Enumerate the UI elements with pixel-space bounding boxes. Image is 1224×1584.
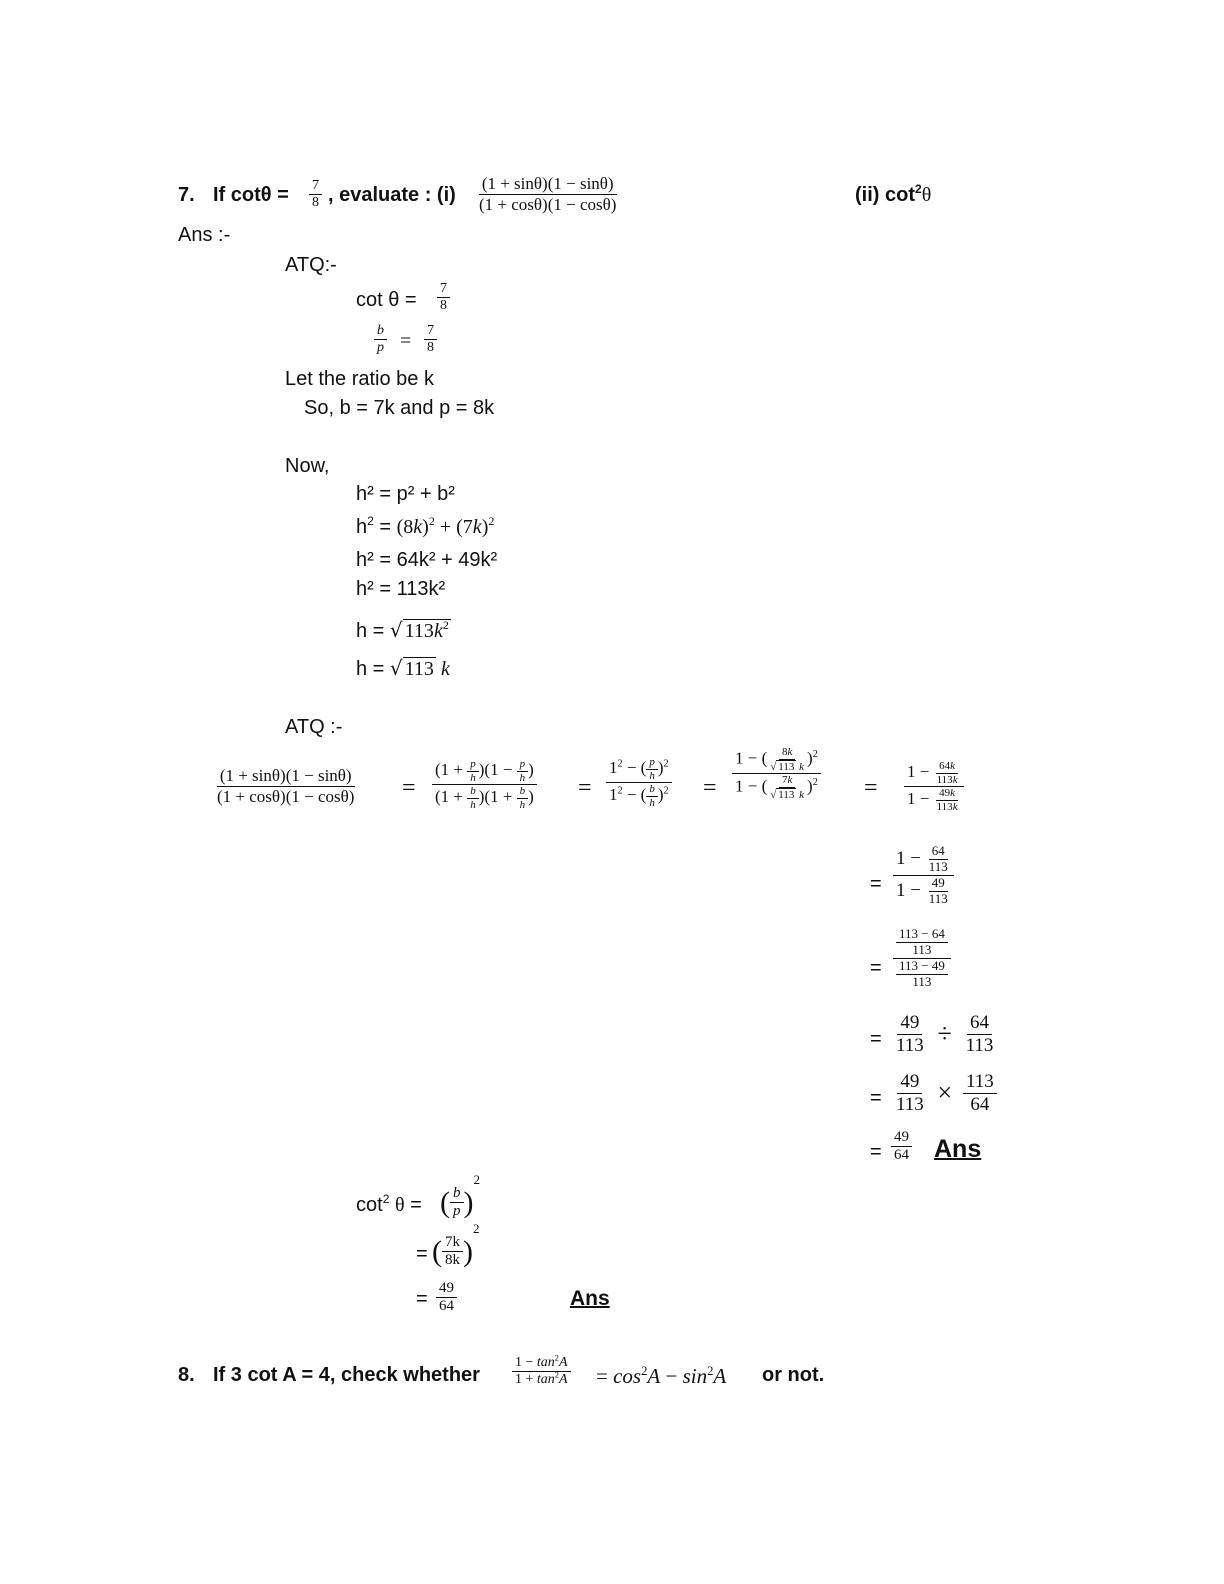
pythagoras-line-6: h = √ 113 k <box>356 656 450 680</box>
part-ii-label: (ii) cot <box>855 184 915 206</box>
question-7-expression <box>476 174 619 214</box>
step-6-numerator <box>893 927 951 959</box>
answer-label: Ans :- <box>178 224 231 246</box>
cot-theta-eq <box>356 289 417 312</box>
step-5-expression <box>893 844 954 907</box>
now-label: Now, <box>285 455 330 477</box>
equals-sign: = <box>870 1087 882 1109</box>
step-4-numerator: 1 − $\frac{64k}{113k}$ <box>904 760 964 787</box>
fraction-denominator: 113 <box>965 1034 994 1056</box>
fraction-numerator: b <box>450 1185 464 1203</box>
fraction-denominator: 8 <box>312 195 319 211</box>
lhs-expression <box>214 766 357 806</box>
fraction-denominator: 8 <box>427 340 434 356</box>
multiply-operator: × <box>937 1078 953 1108</box>
pythagoras-line-1: h² = p² + b² <box>356 483 455 505</box>
step-6-numerator-bottom: 113 <box>912 941 932 957</box>
step-1-numerator: (1 + $\frac{p}{h}$ )(1 − $\frac{p}{h}$ ) <box>432 758 537 785</box>
equals-sign: = <box>416 1288 428 1310</box>
step-2-numerator: $1^2$ − ( $\frac{p}{h}$ )$^2$ <box>606 756 672 783</box>
step-7-expression <box>893 1012 996 1057</box>
pythagoras-line-3: h² = 64k² + 49k² <box>356 549 498 571</box>
step-6-numerator-top: 113 − 64 <box>896 927 948 943</box>
theta-symbol: θ <box>921 184 932 206</box>
step-3-expression <box>732 746 821 802</box>
fraction-numerator: b <box>374 323 387 340</box>
expression-denominator: (1 + cosθ)(1 − cosθ) <box>217 786 355 806</box>
step-4-denominator: 1 − $\frac{49k}{113k}$ <box>907 787 958 813</box>
fraction-numerator: 49 <box>436 1280 457 1298</box>
seven-eighths-fraction <box>424 323 437 356</box>
question-8-denominator: $1 + \tan^2A$ <box>515 1370 568 1388</box>
equals-sign: = <box>870 1141 882 1163</box>
fraction-denominator: 8k <box>445 1252 460 1269</box>
fraction-denominator: 64 <box>894 1147 909 1164</box>
fraction-denominator: 8 <box>440 298 447 314</box>
fraction-denominator: 64 <box>439 1298 454 1315</box>
question-7-cot-fraction <box>309 178 322 211</box>
fraction-numerator: 7 <box>437 281 450 298</box>
fraction-numerator: 7 <box>424 323 437 340</box>
exponent: 2 <box>473 1172 480 1187</box>
question-8-text: If 3 cot A = 4, check whether <box>213 1364 480 1386</box>
cot-theta-lhs: cot θ = <box>356 289 417 311</box>
divide-operator: ÷ <box>937 1019 952 1049</box>
question-7-part-ii <box>855 184 931 207</box>
fraction-numerator: 7 <box>309 178 322 195</box>
fraction-numerator: 7k <box>442 1234 463 1252</box>
fraction-numerator: 49 <box>897 1012 922 1035</box>
equals-sign: = <box>870 1028 882 1050</box>
b-over-p-fraction <box>374 323 387 356</box>
question-7-evaluate: , evaluate : (i) <box>328 184 456 206</box>
fraction-denominator: 113 <box>896 1034 924 1056</box>
equals-sign: = <box>400 330 412 352</box>
answer-marker-i: Ans <box>934 1135 982 1163</box>
step-6-expression <box>893 927 951 990</box>
cot-squared-lhs: $\cot^2 \theta$ = <box>356 1192 422 1216</box>
step-1-denominator: (1 + $\frac{b}{h}$ )(1 + $\frac{b}{h}$ ) <box>435 785 534 811</box>
part-ii-result <box>436 1280 457 1316</box>
atq-label-1: ATQ:- <box>285 254 337 276</box>
question-8-suffix: or not. <box>762 1364 825 1386</box>
b-p-values: So, b = 7k and p = 8k <box>304 397 495 419</box>
fraction-numerator: 113 <box>963 1071 997 1094</box>
fraction-denominator: 113 <box>896 1093 924 1115</box>
equals-sign: = <box>703 775 717 801</box>
step-5-numerator: 1 − $\frac{64}{113}$ <box>893 844 954 876</box>
cot-label: cot <box>356 1194 383 1216</box>
equals-sign: = <box>870 957 882 979</box>
equals-sign: = <box>402 775 416 801</box>
question-8-fraction <box>512 1355 571 1388</box>
step-2-denominator: $1^2$ − ( $\frac{b}{h}$ )$^2$ <box>609 783 669 809</box>
fraction-denominator: p <box>377 340 384 356</box>
fraction-numerator: 49 <box>891 1129 912 1147</box>
fraction-numerator: 49 <box>897 1071 922 1094</box>
expression-numerator: (1 + sinθ)(1 − sinθ) <box>479 174 617 195</box>
exponent: 2 <box>473 1221 480 1236</box>
theta-symbol: θ <box>394 1194 405 1216</box>
question-8-number: 8. <box>178 1364 195 1386</box>
expression-numerator: (1 + sinθ)(1 − sinθ) <box>217 766 355 787</box>
question-8-numerator: $1 - \tan^2A$ <box>512 1355 571 1372</box>
equals-sign: = <box>578 775 592 801</box>
question-7-prefix: If cotθ = <box>213 184 289 206</box>
step-3-numerator: 1 − ( $\frac{8k}{√ 113 k}$ )$^2$ <box>732 746 821 774</box>
step-6-denominator <box>893 959 951 990</box>
superscript: 2 <box>382 1192 390 1207</box>
expression-denominator: (1 + cosθ)(1 − cosθ) <box>479 194 617 214</box>
cot-theta-fraction <box>437 281 450 314</box>
step-6-denominator-top: 113 − 49 <box>896 959 948 975</box>
step-1-expression <box>432 758 537 812</box>
equals-sign: = <box>864 775 878 801</box>
step-3-denominator: 1 − ( $\frac{7k}{√ 113 k}$ )$^2$ <box>735 774 818 801</box>
answer-marker-ii: Ans <box>570 1287 610 1310</box>
pythagoras-line-4: h² = 113k² <box>356 578 446 600</box>
step-5-denominator: 1 − $\frac{49}{113}$ <box>896 874 948 906</box>
step-2-expression <box>606 756 672 810</box>
result-fraction <box>891 1129 912 1165</box>
superscript: 2 <box>915 182 922 197</box>
step-6-denominator-bottom: 113 <box>912 973 932 989</box>
fraction-denominator: p <box>453 1203 461 1220</box>
pythagoras-line-5: h = √ $113k^2$ <box>356 618 449 642</box>
fraction-numerator: 64 <box>967 1012 992 1035</box>
step-8-expression <box>893 1071 997 1116</box>
question-7-number: 7. <box>178 184 195 206</box>
step-4-expression <box>904 760 964 814</box>
b-over-p-squared: ( $\frac{b}{p}$ )$^2$ <box>440 1172 480 1220</box>
ratio-statement: Let the ratio be k <box>285 368 434 390</box>
fraction-denominator: 64 <box>970 1093 990 1115</box>
pythagoras-line-2: $h^2 = (8k)^2 + (7k)^2$ <box>356 514 495 538</box>
question-8-rhs: = $\cos^2A - \sin^2A$ <box>596 1363 727 1388</box>
atq-label-2: ATQ :- <box>285 716 343 738</box>
7k-over-8k-squared: ( $\frac{7k}{8k}$ )$^2$ <box>432 1221 480 1269</box>
equals-sign: = <box>870 873 882 895</box>
equals-sign: = <box>416 1243 428 1265</box>
